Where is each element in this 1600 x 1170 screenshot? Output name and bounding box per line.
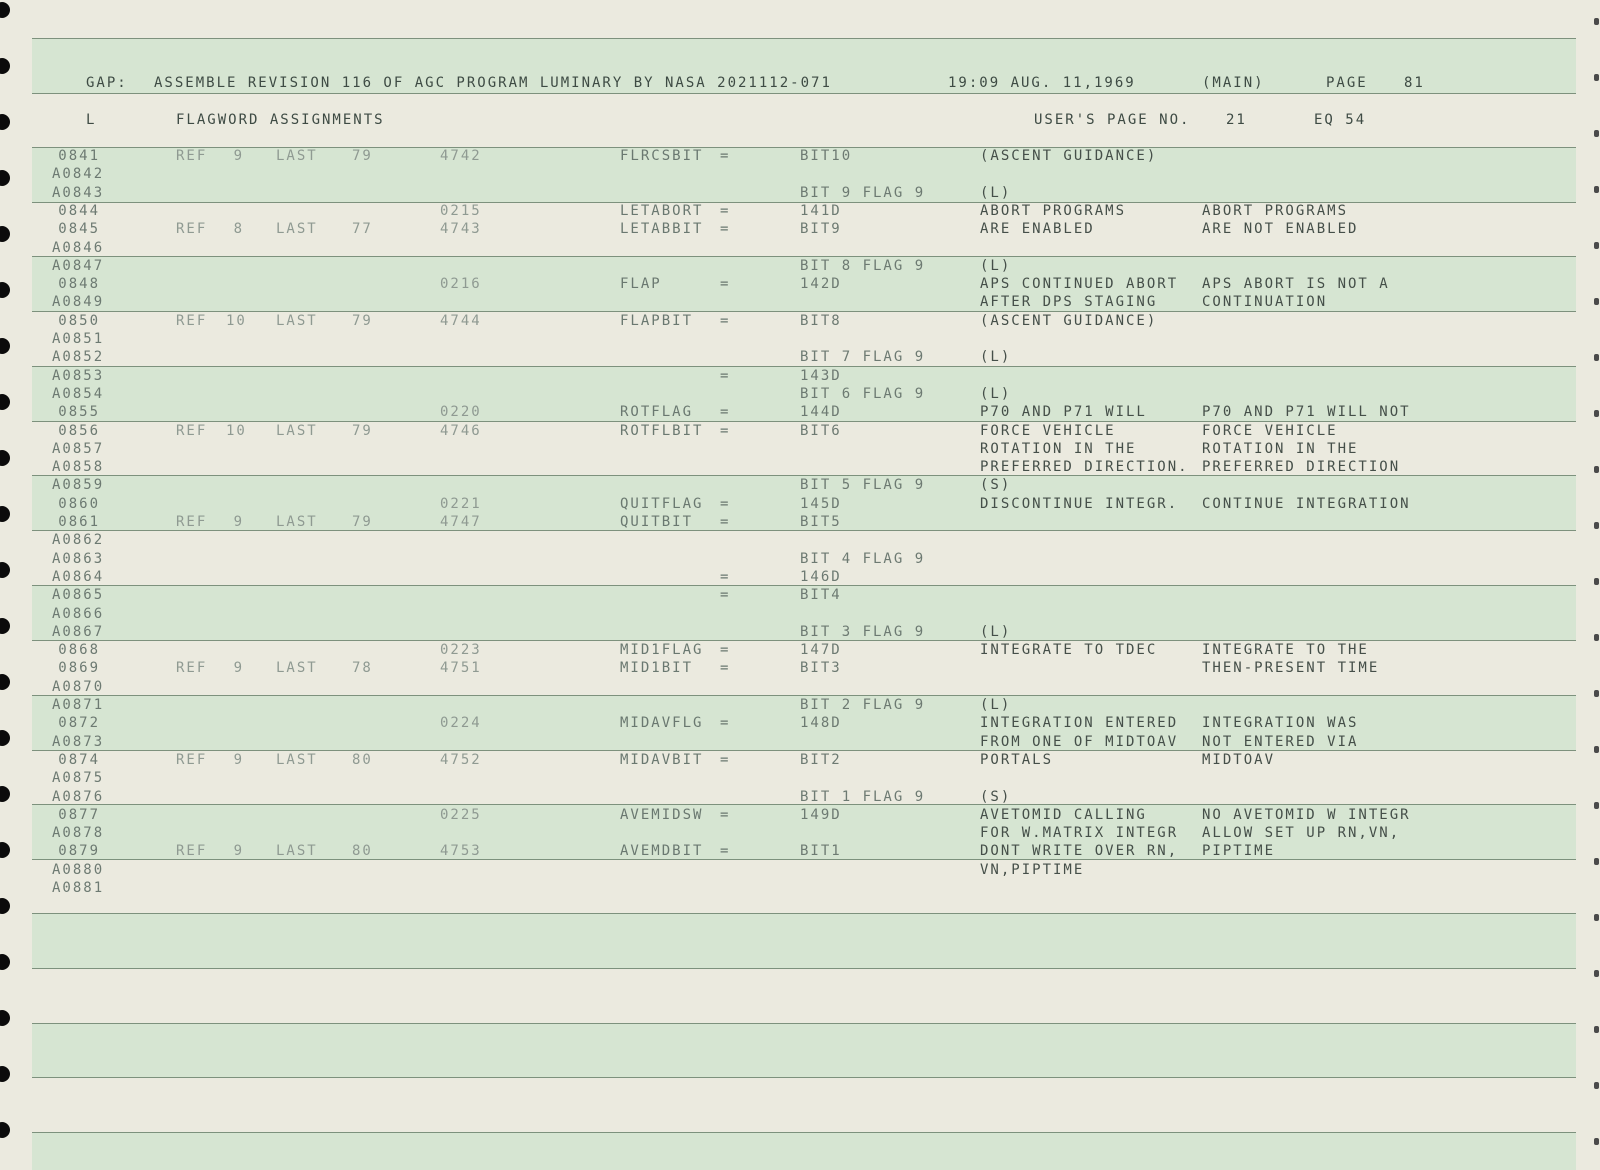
tractor-hole [0,394,10,410]
line-number: A0875 [52,770,105,787]
comment-alt: CONTINUATION [1202,294,1328,311]
edge-tick [1594,690,1599,697]
edge-tick [1594,74,1599,81]
symbol-label: ROTFLAG [620,404,694,421]
comment-alt: NOT ENTERED VIA [1202,733,1359,750]
ref-count: 9 [233,660,244,677]
edge-tick [1594,18,1599,25]
line-number: A0880 [52,861,105,878]
line-number: 0844 [58,202,100,219]
operand: 145D [800,495,842,512]
eq-label: EQ 54 [1314,112,1367,128]
last-page: 78 [352,660,373,677]
operand: 144D [800,404,842,421]
operand: BIT6 [800,422,842,439]
operand: BIT8 [800,312,842,329]
symbol-label: FLAPBIT [620,312,694,329]
address: 0225 [440,806,482,823]
comment: (L) [980,349,1012,366]
operand: BIT1 [800,843,842,860]
run-timestamp: 19:09 AUG. 11,1969 [948,75,1136,91]
last-marker: LAST [276,514,318,530]
section-title: FLAGWORD ASSIGNMENTS [176,112,385,128]
line-number: 0845 [58,221,100,238]
tractor-hole [0,506,10,522]
line-number: A0851 [52,331,105,347]
equals-sign: = [720,843,731,860]
comment-alt: PREFERRED DIRECTION [1202,459,1401,476]
line-number: 0872 [58,715,100,732]
line-number: 0856 [58,422,100,439]
line-number: A0857 [52,440,105,457]
equals-sign: = [720,202,731,219]
band-rule [32,1132,1576,1133]
operand: BIT 8 FLAG 9 [800,257,926,274]
comment: (ASCENT GUIDANCE) [980,148,1158,164]
symbol-label: FLAP [620,276,662,293]
comment-alt: APS ABORT IS NOT A [1202,276,1390,293]
comment: ABORT PROGRAMS [980,202,1127,219]
comment: APS CONTINUED ABORT [980,276,1179,293]
symbol-label: MID1FLAG [620,642,704,659]
tractor-hole [0,226,10,242]
comment: (S) [980,788,1012,805]
last-page: 80 [352,843,373,860]
ref-marker: REF [176,660,208,677]
comment-alt: INTEGRATE TO THE [1202,642,1369,659]
edge-tick [1594,466,1599,473]
tractor-hole [0,898,10,914]
address: 4747 [440,514,482,530]
tractor-hole [0,450,10,466]
tractor-hole [0,786,10,802]
symbol-label: MIDAVFLG [620,715,704,732]
tractor-hole [0,2,10,18]
address: 4751 [440,660,482,677]
equals-sign: = [720,422,731,439]
last-marker: LAST [276,751,318,768]
edge-tick [1594,130,1599,137]
comment-alt: ALLOW SET UP RN,VN, [1202,825,1401,842]
comment-alt: P70 AND P71 WILL NOT [1202,404,1411,421]
comment: PREFERRED DIRECTION. [980,459,1189,476]
operand: BIT 3 FLAG 9 [800,623,926,640]
comment-alt: ROTATION IN THE [1202,440,1359,457]
last-marker: LAST [276,422,318,439]
edge-tick [1594,970,1599,977]
line-number: 0879 [58,843,100,860]
tractor-hole [0,1010,10,1026]
comment: DISCONTINUE INTEGR. [980,495,1179,512]
comment: FROM ONE OF MIDTOAV [980,733,1179,750]
comment: INTEGRATION ENTERED [980,715,1179,732]
line-number: 0848 [58,276,100,293]
equals-sign: = [720,806,731,823]
band-rule [32,1077,1576,1078]
tractor-hole [0,842,10,858]
tractor-hole [0,114,10,130]
band-rule [32,1023,1576,1024]
address: 4742 [440,148,482,164]
last-marker: LAST [276,312,318,329]
address: 0216 [440,276,482,293]
tractor-hole [0,954,10,970]
equals-sign: = [720,715,731,732]
line-number: A0849 [52,294,105,311]
comment: (ASCENT GUIDANCE) [980,312,1158,329]
address: 4753 [440,843,482,860]
symbol-label: MIDAVBIT [620,751,704,768]
tractor-hole [0,1122,10,1138]
line-number: 0877 [58,806,100,823]
users-page-label: USER'S PAGE NO. [1034,112,1191,128]
comment: P70 AND P71 WILL [980,404,1147,421]
ref-marker: REF [176,221,208,238]
line-number: A0847 [52,257,105,274]
symbol-label: ROTFLBIT [620,422,704,439]
address: 0224 [440,715,482,732]
edge-tick [1594,1082,1599,1089]
ref-marker: REF [176,422,208,439]
edge-tick [1594,1138,1599,1145]
line-number: A0881 [52,880,105,896]
operand: BIT 7 FLAG 9 [800,349,926,366]
ref-count: 8 [233,221,244,238]
line-number: A0846 [52,239,105,256]
equals-sign: = [720,221,731,238]
tractor-hole [0,170,10,186]
symbol-label: MID1BIT [620,660,694,677]
tractor-hole [0,338,10,354]
edge-tick [1594,298,1599,305]
edge-tick [1594,522,1599,529]
edge-tick [1594,858,1599,865]
comment: DONT WRITE OVER RN, [980,843,1179,860]
address: 4744 [440,312,482,329]
operand: 147D [800,642,842,659]
equals-sign: = [720,404,731,421]
operand: 142D [800,276,842,293]
tractor-hole [0,730,10,746]
comment: FOR W.MATRIX INTEGR [980,825,1179,842]
equals-sign: = [720,495,731,512]
comment: AFTER DPS STAGING [980,294,1158,311]
operand: 143D [800,367,842,384]
address: 0223 [440,642,482,659]
last-page: 79 [352,148,373,164]
ref-count: 9 [233,751,244,768]
line-number: A0862 [52,532,105,549]
line-number: A0842 [52,166,105,183]
comment: (L) [980,697,1012,713]
module-name: (MAIN) [1202,75,1265,91]
equals-sign: = [720,660,731,677]
edge-tick [1594,634,1599,641]
edge-tick [1594,186,1599,193]
band-rule [32,38,1576,39]
comment-alt: ARE NOT ENABLED [1202,221,1359,238]
address: 4746 [440,422,482,439]
comment-alt: MIDTOAV [1202,751,1276,768]
operand: BIT 6 FLAG 9 [800,385,926,402]
line-number: 0874 [58,751,100,768]
edge-tick [1594,746,1599,753]
operand: 149D [800,806,842,823]
ref-count: 10 [226,422,247,439]
edge-tick [1594,410,1599,417]
line-number: A0878 [52,825,105,842]
band-rule [32,968,1576,969]
gap-label: GAP: [86,75,128,91]
operand: BIT4 [800,587,842,604]
edge-tick [1594,1026,1599,1033]
ref-count: 10 [226,312,247,329]
line-number: A0854 [52,385,105,402]
last-page: 79 [352,312,373,329]
operand: 146D [800,568,842,585]
operand: BIT10 [800,148,853,164]
last-page: 77 [352,221,373,238]
operand: 148D [800,715,842,732]
operand: 141D [800,202,842,219]
ref-marker: REF [176,312,208,329]
line-number: A0843 [52,184,105,201]
address: 4743 [440,221,482,238]
line-number: A0865 [52,587,105,604]
comment: (L) [980,184,1012,201]
line-number: A0870 [52,678,105,695]
equals-sign: = [720,568,731,585]
line-number: A0873 [52,733,105,750]
symbol-label: LETABBIT [620,221,704,238]
symbol-label: LETABORT [620,202,704,219]
comment: (S) [980,477,1012,494]
address: 0221 [440,495,482,512]
line-number: 0869 [58,660,100,677]
line-number: A0859 [52,477,105,494]
symbol-label: AVEMDBIT [620,843,704,860]
listing-title: ASSEMBLE REVISION 116 OF AGC PROGRAM LUMINARY BY NASA 2021112-071 [154,75,832,91]
last-page: 80 [352,751,373,768]
green-bar-band [32,913,1576,968]
symbol-label: AVEMIDSW [620,806,704,823]
edge-tick [1594,242,1599,249]
line-number: A0866 [52,605,105,622]
comment-alt: FORCE VEHICLE [1202,422,1338,439]
line-number: 0868 [58,642,100,659]
comment-alt: CONTINUE INTEGRATION [1202,495,1411,512]
equals-sign: = [720,587,731,604]
page-label: PAGE [1326,75,1368,91]
operand: BIT 9 FLAG 9 [800,184,926,201]
symbol-label: FLRCSBIT [620,148,704,164]
band-rule [32,93,1576,94]
comment: ROTATION IN THE [980,440,1137,457]
operand: BIT5 [800,514,842,530]
line-number: A0867 [52,623,105,640]
symbol-label: QUITFLAG [620,495,704,512]
equals-sign: = [720,367,731,384]
page-number: 81 [1404,75,1425,91]
ref-marker: REF [176,148,208,164]
line-number: 0841 [58,148,100,164]
operand: BIT9 [800,221,842,238]
equals-sign: = [720,514,731,530]
operand: BIT3 [800,660,842,677]
edge-tick [1594,354,1599,361]
comment-alt: NO AVETOMID W INTEGR [1202,806,1411,823]
tractor-hole [0,282,10,298]
green-bar-band [32,1023,1576,1078]
line-number: A0863 [52,550,105,567]
band-rule [32,913,1576,914]
comment-alt: THEN-PRESENT TIME [1202,660,1380,677]
comment: AVETOMID CALLING [980,806,1147,823]
operand: BIT2 [800,751,842,768]
tractor-hole [0,618,10,634]
edge-tick [1594,914,1599,921]
line-number: 0860 [58,495,100,512]
edge-tick [1594,802,1599,809]
comment: FORCE VEHICLE [980,422,1116,439]
tractor-hole [0,1066,10,1082]
line-number: A0858 [52,459,105,476]
comment: PORTALS [980,751,1054,768]
comment: INTEGRATE TO TDEC [980,642,1158,659]
line-number: A0852 [52,349,105,366]
last-page: 79 [352,514,373,530]
last-marker: LAST [276,843,318,860]
ref-count: 9 [233,148,244,164]
equals-sign: = [720,148,731,164]
line-number: 0861 [58,514,100,530]
comment-alt: INTEGRATION WAS [1202,715,1359,732]
address: 0215 [440,202,482,219]
address: 0220 [440,404,482,421]
ref-marker: REF [176,514,208,530]
operand: BIT 1 FLAG 9 [800,788,926,805]
ref-count: 9 [233,514,244,530]
equals-sign: = [720,312,731,329]
line-number: 0850 [58,312,100,329]
operand: BIT 4 FLAG 9 [800,550,926,567]
tractor-hole [0,674,10,690]
last-marker: LAST [276,660,318,677]
line-number: A0853 [52,367,105,384]
comment: (L) [980,257,1012,274]
symbol-label: QUITBIT [620,514,694,530]
line-number: 0855 [58,404,100,421]
comment: ARE ENABLED [980,221,1095,238]
line-number: A0871 [52,697,105,713]
last-marker: LAST [276,148,318,164]
comment: VN,PIPTIME [980,861,1085,878]
ref-count: 9 [233,843,244,860]
operand: BIT 2 FLAG 9 [800,697,926,713]
comment-alt: PIPTIME [1202,843,1276,860]
tractor-hole [0,562,10,578]
comment: (L) [980,623,1012,640]
equals-sign: = [720,751,731,768]
address: 4752 [440,751,482,768]
comment-alt: ABORT PROGRAMS [1202,202,1349,219]
ref-marker: REF [176,751,208,768]
last-page: 79 [352,422,373,439]
equals-sign: = [720,276,731,293]
operand: BIT 5 FLAG 9 [800,477,926,494]
comment: (L) [980,385,1012,402]
users-page-number: 21 [1226,112,1247,128]
edge-tick [1594,578,1599,585]
equals-sign: = [720,642,731,659]
tractor-hole [0,58,10,74]
last-marker: LAST [276,221,318,238]
log-letter: L [86,112,97,128]
line-number: A0864 [52,568,105,585]
ref-marker: REF [176,843,208,860]
green-bar-band [32,1132,1576,1170]
line-number: A0876 [52,788,105,805]
